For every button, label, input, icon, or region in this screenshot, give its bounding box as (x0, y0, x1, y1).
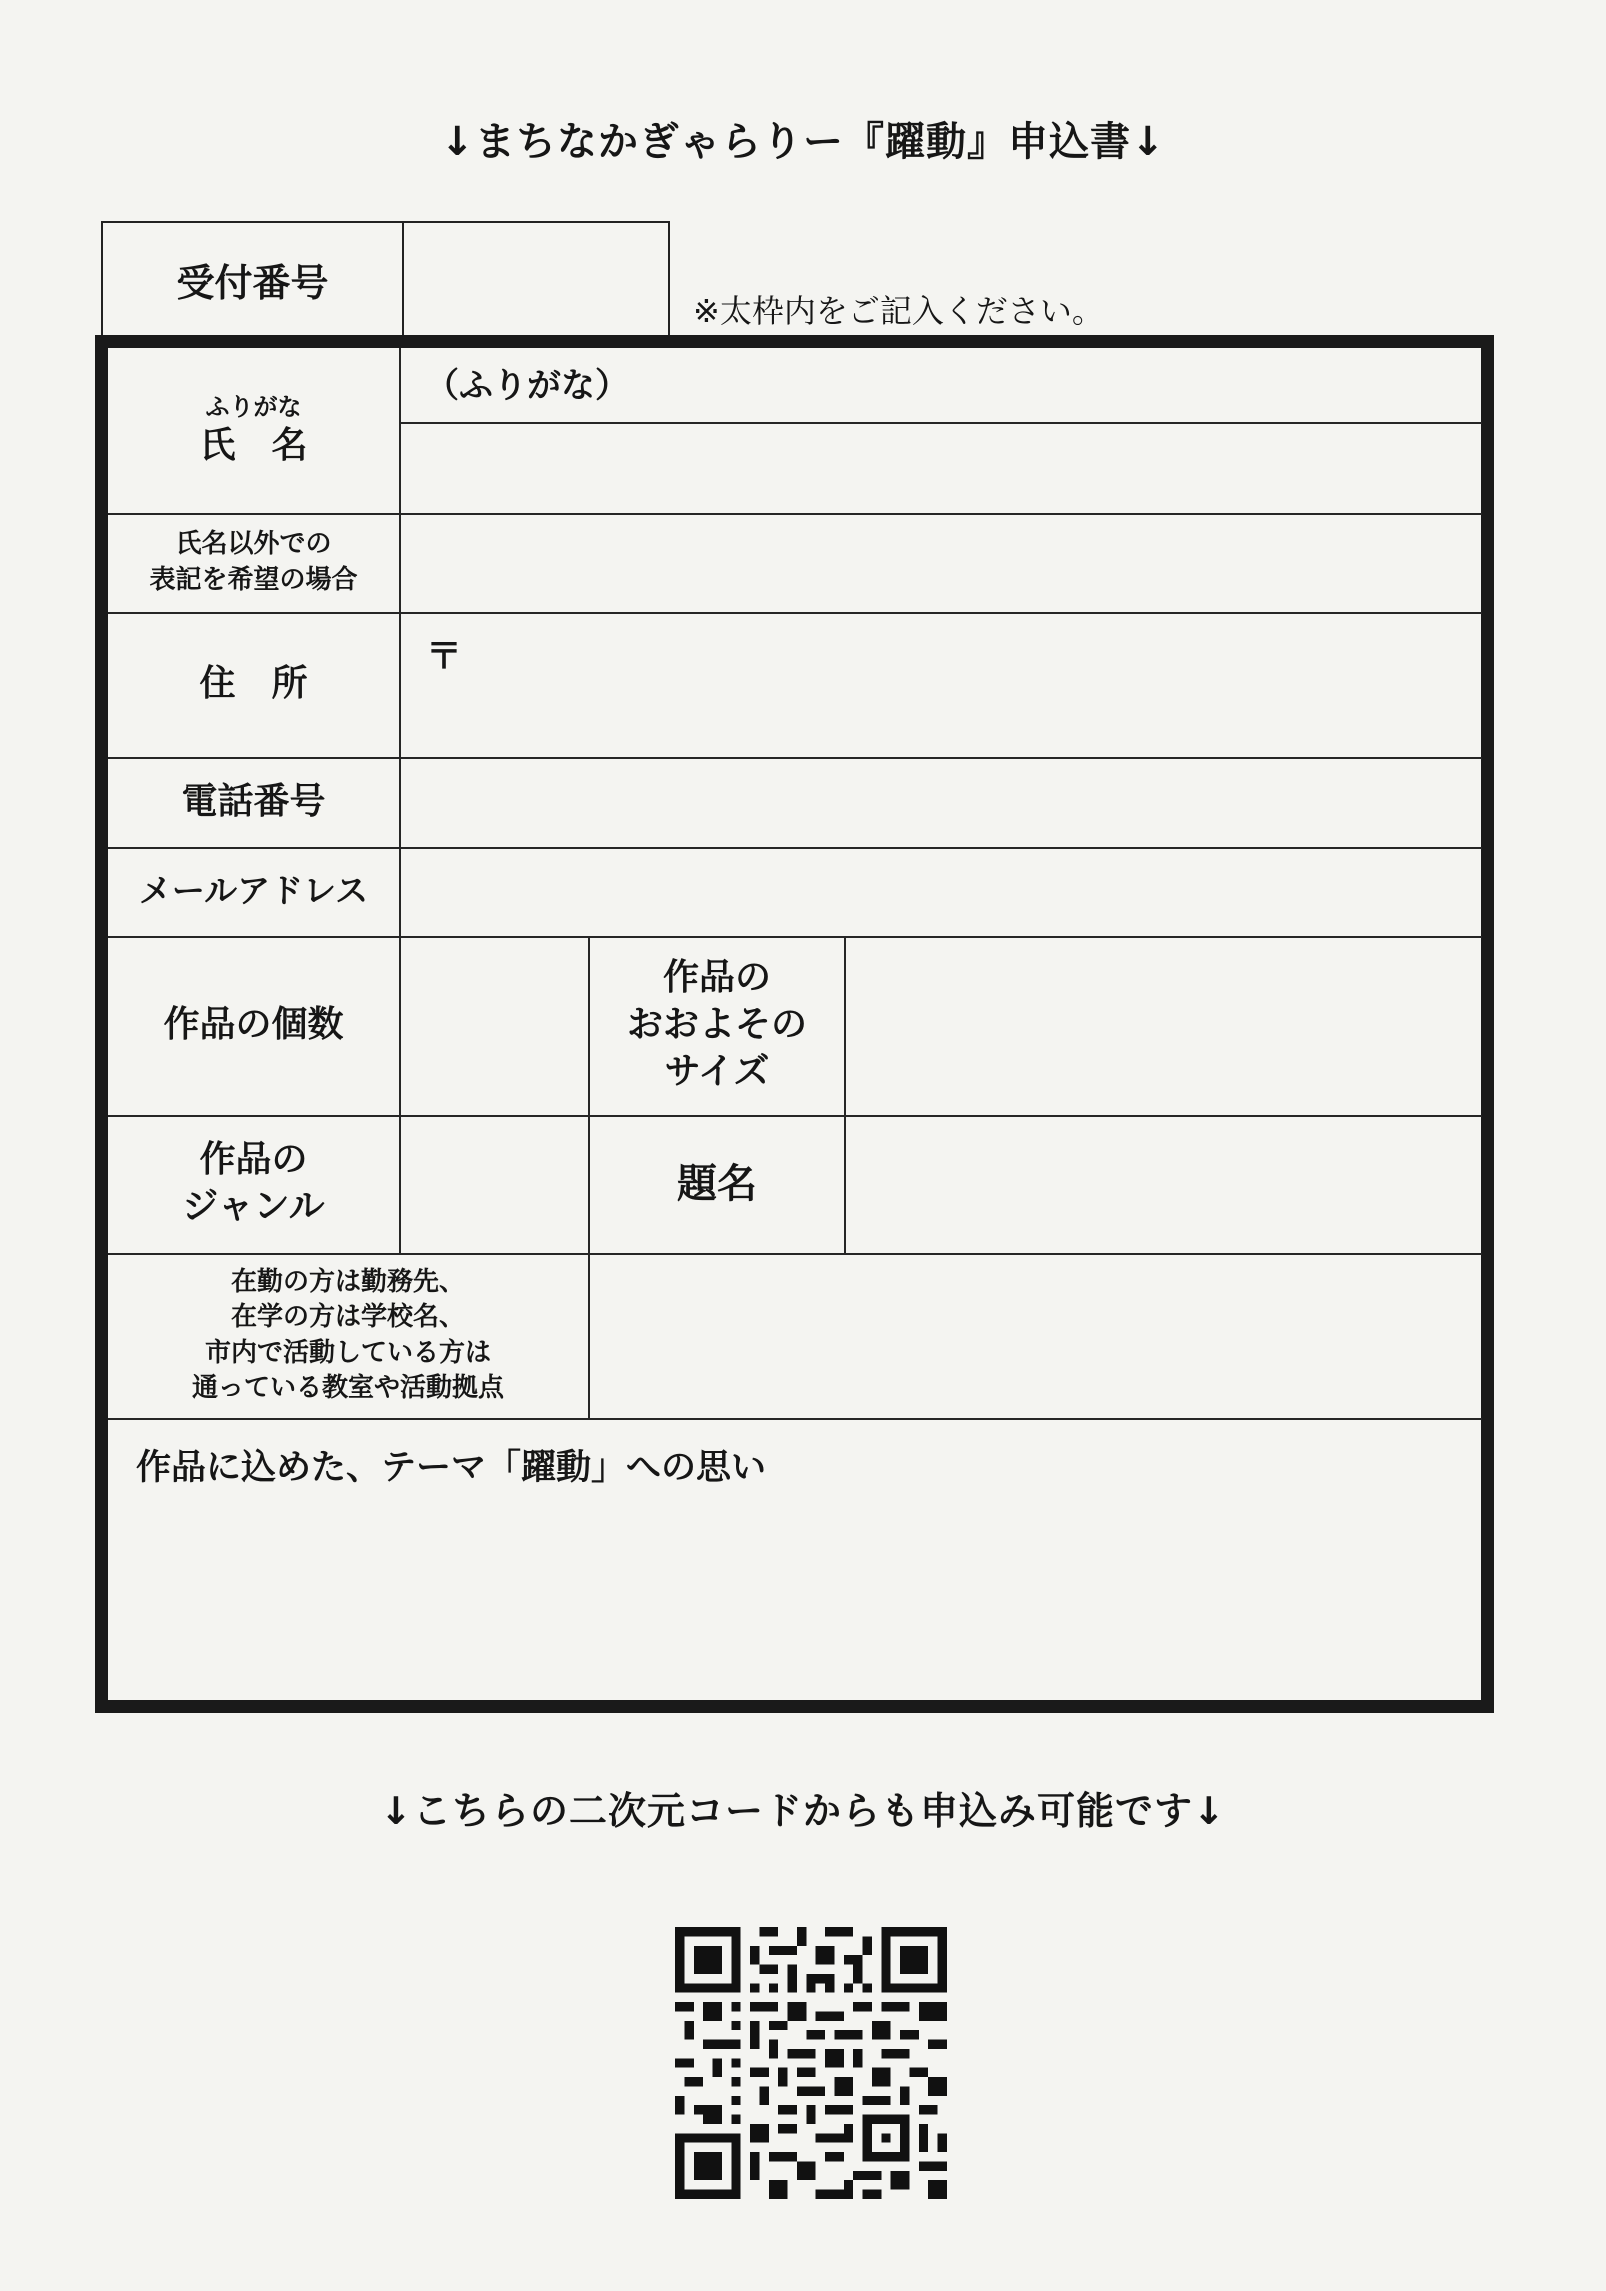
qr-code-icon[interactable] (675, 1927, 947, 2199)
alt-name-label-line2: 表記を希望の場合 (149, 564, 358, 595)
affiliation-label-line3: 市内で活動している方は (204, 1337, 491, 1368)
genre-label-line1: 作品の (199, 1139, 308, 1181)
work-size-field[interactable] (846, 938, 1482, 1115)
furigana-label: ふりがな (205, 392, 302, 421)
thoughts-field[interactable] (108, 1488, 1482, 1700)
address-label: 住 所 (199, 663, 308, 705)
email-label: メールアドレス (138, 871, 369, 911)
affiliation-label-line2: 在学の方は学校名、 (230, 1302, 465, 1333)
work-title-label: 題名 (677, 1161, 757, 1207)
instruction-note: ※太枠内をご記入ください。 (693, 292, 1104, 330)
phone-label: 電話番号 (181, 780, 326, 822)
phone-field[interactable] (401, 759, 1482, 847)
work-size-label-cell (590, 936, 844, 1115)
genre-label-cell (108, 1115, 399, 1253)
name-label-cell (108, 348, 399, 513)
postal-mark: 〒 (426, 636, 463, 677)
affiliation-label-line1: 在勤の方は勤務先、 (230, 1267, 465, 1298)
reception-number-label: 受付番号 (103, 223, 404, 335)
genre-field[interactable] (401, 1117, 588, 1253)
name-label: 氏 名 (199, 424, 308, 466)
qr-caption: ↓こちらの二次元コードからも申込み可能です↓ (380, 1789, 1226, 1833)
thoughts-label: 作品に込めた、テーマ「躍動」への思い (136, 1448, 767, 1488)
genre-label-line2: ジャンル (182, 1186, 325, 1227)
alt-name-label-cell (108, 513, 399, 612)
work-count-field[interactable] (401, 938, 588, 1115)
alt-name-label-line1: 氏名以外での (175, 529, 332, 560)
affiliation-field[interactable] (590, 1255, 1482, 1418)
name-field[interactable] (401, 424, 1482, 513)
furigana-hint: （ふりがな） (425, 366, 629, 406)
affiliation-label-line4: 通っている教室や活動拠点 (191, 1372, 504, 1403)
work-count-label: 作品の個数 (163, 1004, 344, 1046)
alt-name-field[interactable] (401, 515, 1482, 612)
work-size-label-line1: 作品の (662, 957, 771, 999)
reception-number-box (101, 221, 670, 337)
reception-number-field[interactable] (404, 223, 668, 335)
email-field[interactable] (401, 849, 1482, 936)
application-form-frame (95, 335, 1494, 1713)
work-size-label-line3: サイズ (664, 1050, 770, 1092)
affiliation-label-cell (108, 1253, 588, 1418)
page-title: ↓まちなかぎゃらりー『躍動』申込書↓ (440, 119, 1166, 165)
work-title-field[interactable] (846, 1117, 1482, 1253)
furigana-field[interactable] (401, 348, 1482, 422)
work-size-label-line2: おおよその (626, 1004, 807, 1046)
address-field[interactable] (401, 614, 1482, 757)
